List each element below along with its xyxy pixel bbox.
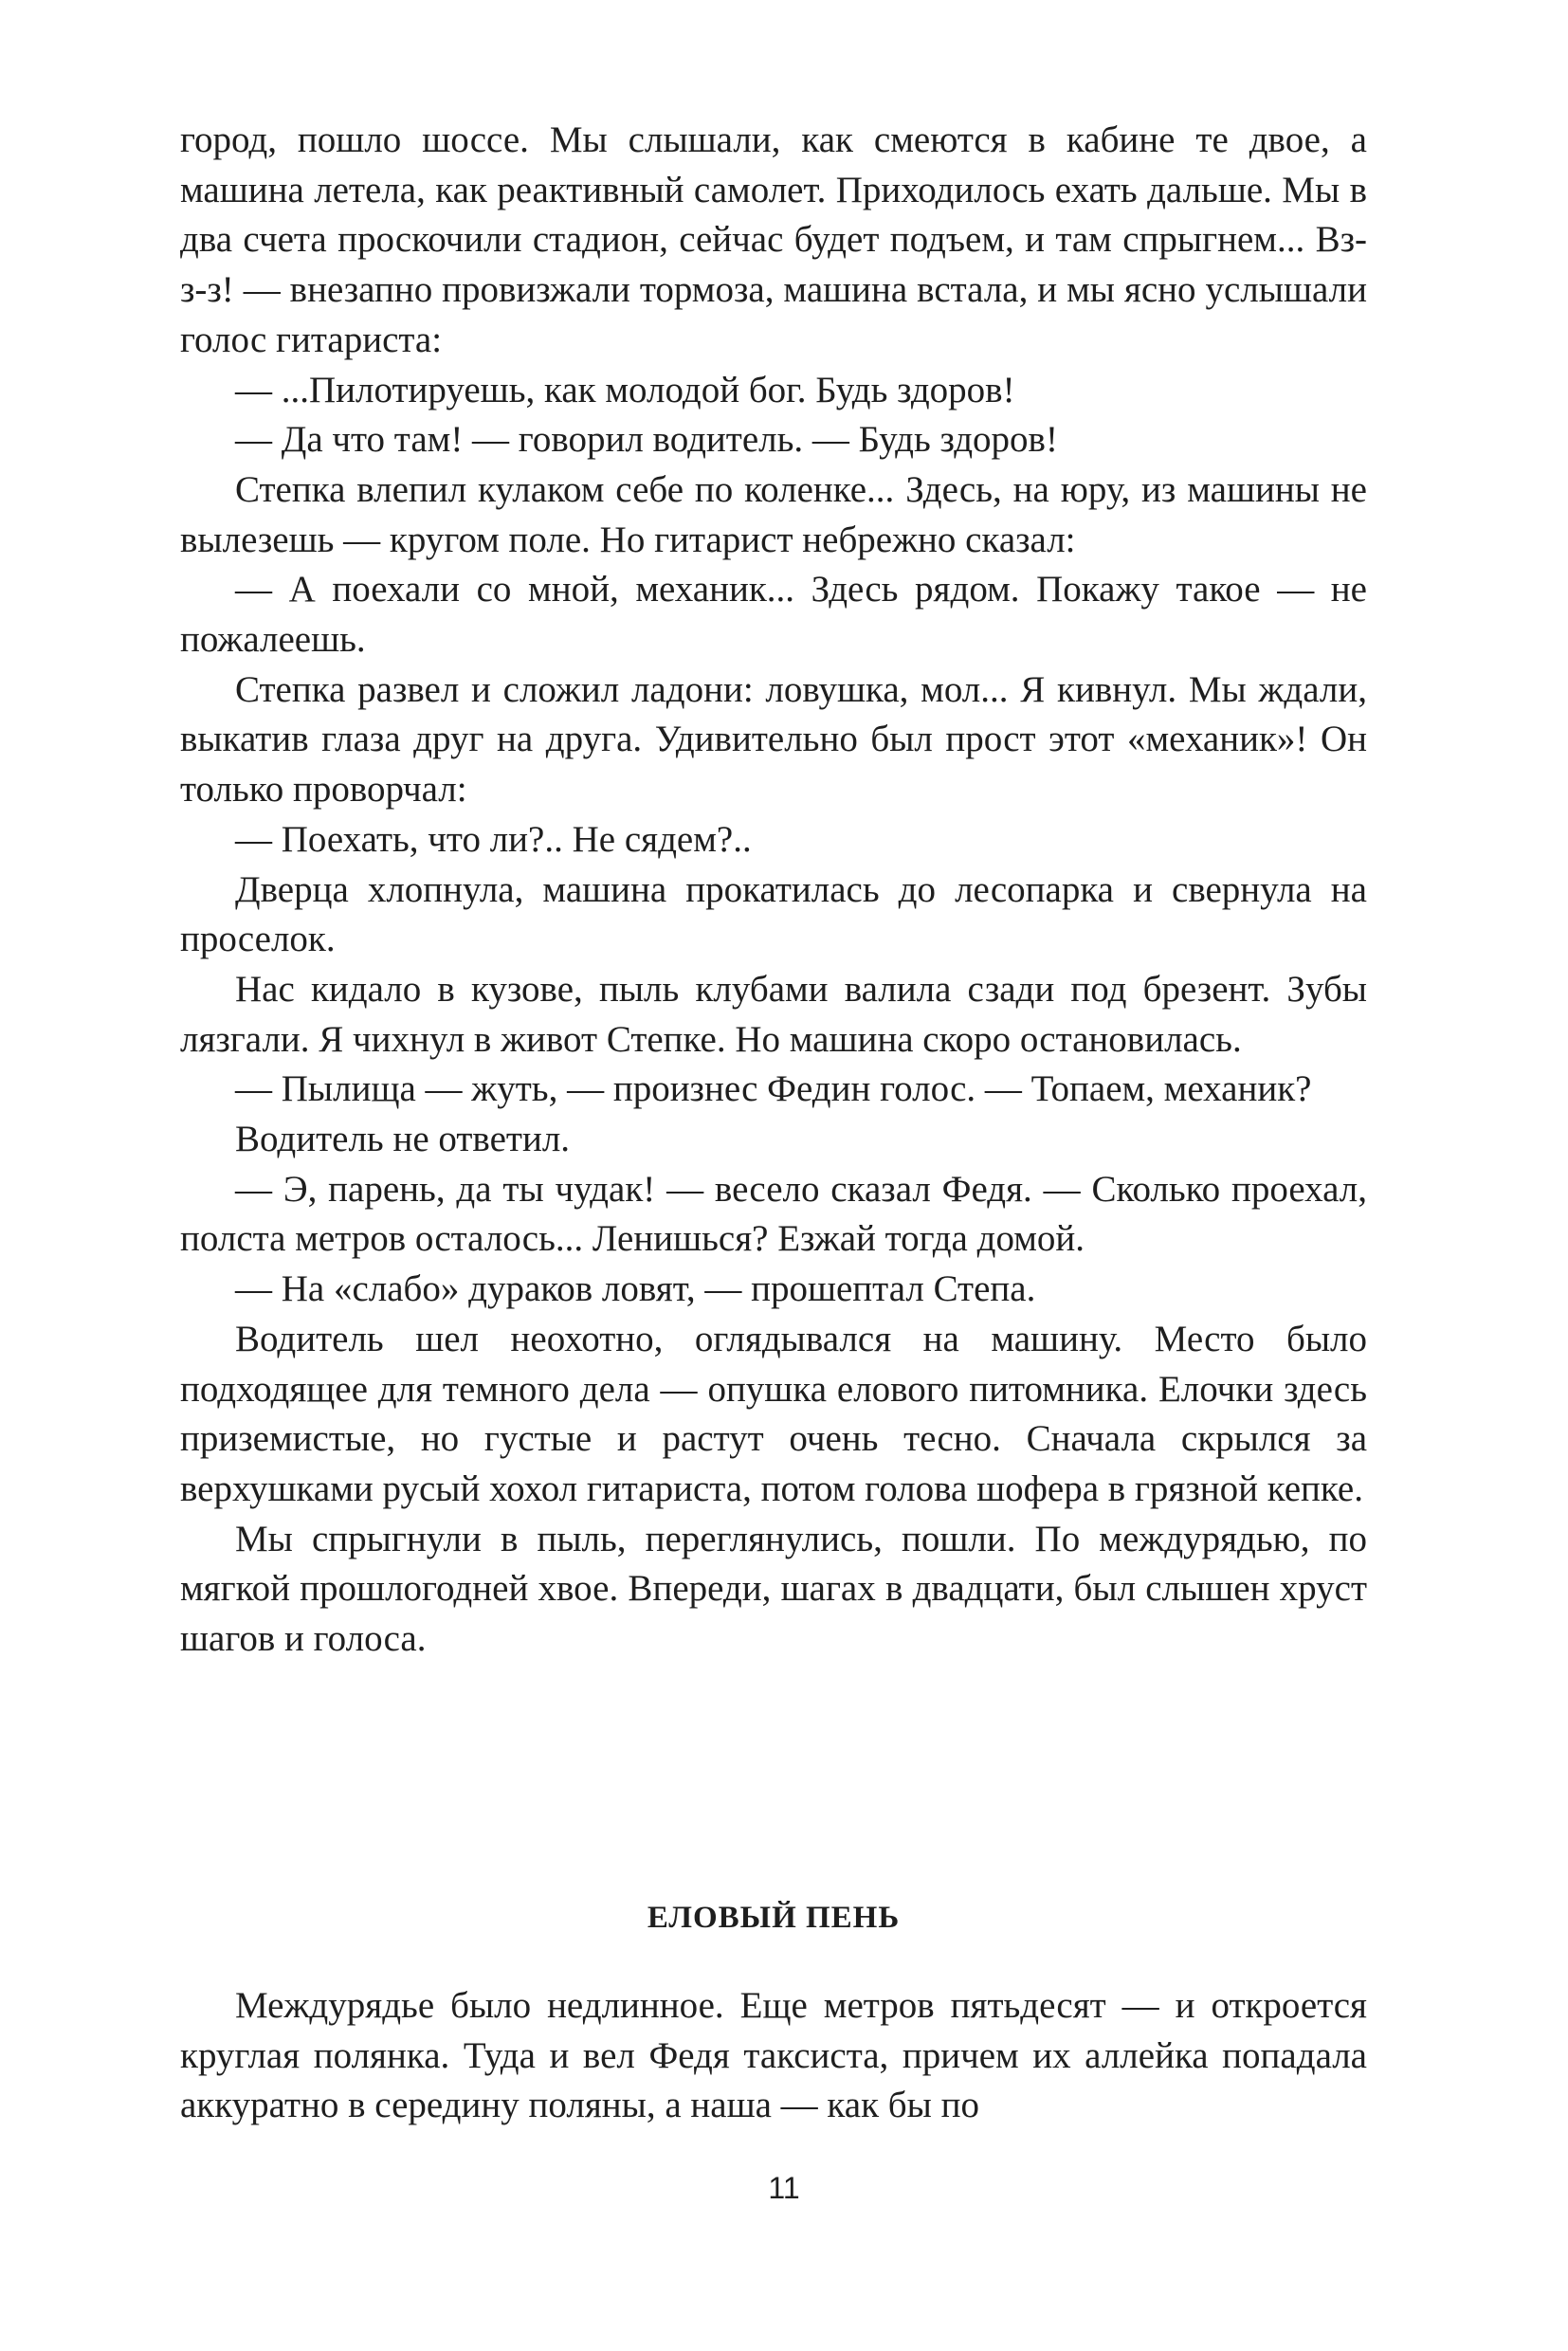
paragraph: — Пылища — жуть, — произнес Федин голос. — Топаем, механик?: [235, 1068, 1312, 1110]
paragraph: Нас кидало в кузове, пыль клубами валила сзади под брезент. Зубы лязгали. Я чихнул в живот Степке. Но машина скоро остановилась.: [180, 968, 1367, 1060]
page-number: 11: [768, 2171, 800, 2205]
paragraph: Междурядье было недлинное. Еще метров пятьдесят — и откроется круглая полянка. Туда и вел Федя таксиста, причем их аллейка попадала аккуратно в середину поляны, а наша — как бы по: [180, 1985, 1367, 2126]
paragraph: Дверца хлопнула, машина прокатилась до лесопарка и свернула на проселок.: [180, 868, 1367, 960]
paragraph: — Э, парень, да ты чудак! — весело сказал Федя. — Сколько проехал, полста метров осталось... Ленишься? Езжай тогда домой.: [180, 1168, 1367, 1260]
paragraph: город, пошло шоссе. Мы слышали, как смеются в кабине те двое, а машина летела, как реактивный самолет. Приходилось ехать дальше. Мы в два счета проскочили стадион, сейчас будет подъем, и там спрыгнем... Вз-з-з! — внезапно провизжали тормоза, машина встала, и мы ясно услышали голос гитариста:: [180, 119, 1367, 360]
paragraph: — На «слабо» дураков ловят, — прошептал Степа.: [235, 1268, 1036, 1310]
paragraph: Водитель шел неохотно, оглядывался на машину. Место было подходящее для темного дела — опушка елового питомника. Елочки здесь приземистые, но густые и растут очень тесно. Сначала скрылся за верхушками русый хохол гитариста, потом голова шофера в грязной кепке.: [180, 1318, 1367, 1509]
paragraph: — ...Пилотируешь, как молодой бог. Будь здоров!: [235, 369, 1015, 410]
paragraph: Мы спрыгнули в пыль, переглянулись, пошли. По междурядью, по мягкой прошлогодней хвое. Впереди, шагах в двадцати, был слышен хруст шагов и голоса.: [180, 1518, 1367, 1660]
paragraph: — А поехали со мной, механик... Здесь рядом. Покажу такое — не пожалеешь.: [180, 569, 1367, 661]
paragraph: — Да что там! — говорил водитель. — Будь здоров!: [235, 419, 1058, 461]
body-text-continued: [180, 1981, 1367, 2131]
paragraph: Степка влепил кулаком себе по коленке... Здесь, на юру, из машины не вылезешь — кругом поле. Но гитарист небрежно сказал:: [180, 468, 1367, 560]
chapter-heading: ЕЛОВЫЙ ПЕНЬ: [647, 1901, 901, 1935]
paragraph: Водитель не ответил.: [235, 1119, 571, 1160]
body-text: [180, 116, 1367, 1665]
paragraph: Степка развел и сложил ладони: ловушка, мол... Я кивнул. Мы ждали, выкатив глаза друг на друга. Удивительно был прост этот «механик»! Он только проворчал:: [180, 668, 1367, 811]
paragraph: — Поехать, что ли?.. Не сядем?..: [235, 818, 752, 860]
